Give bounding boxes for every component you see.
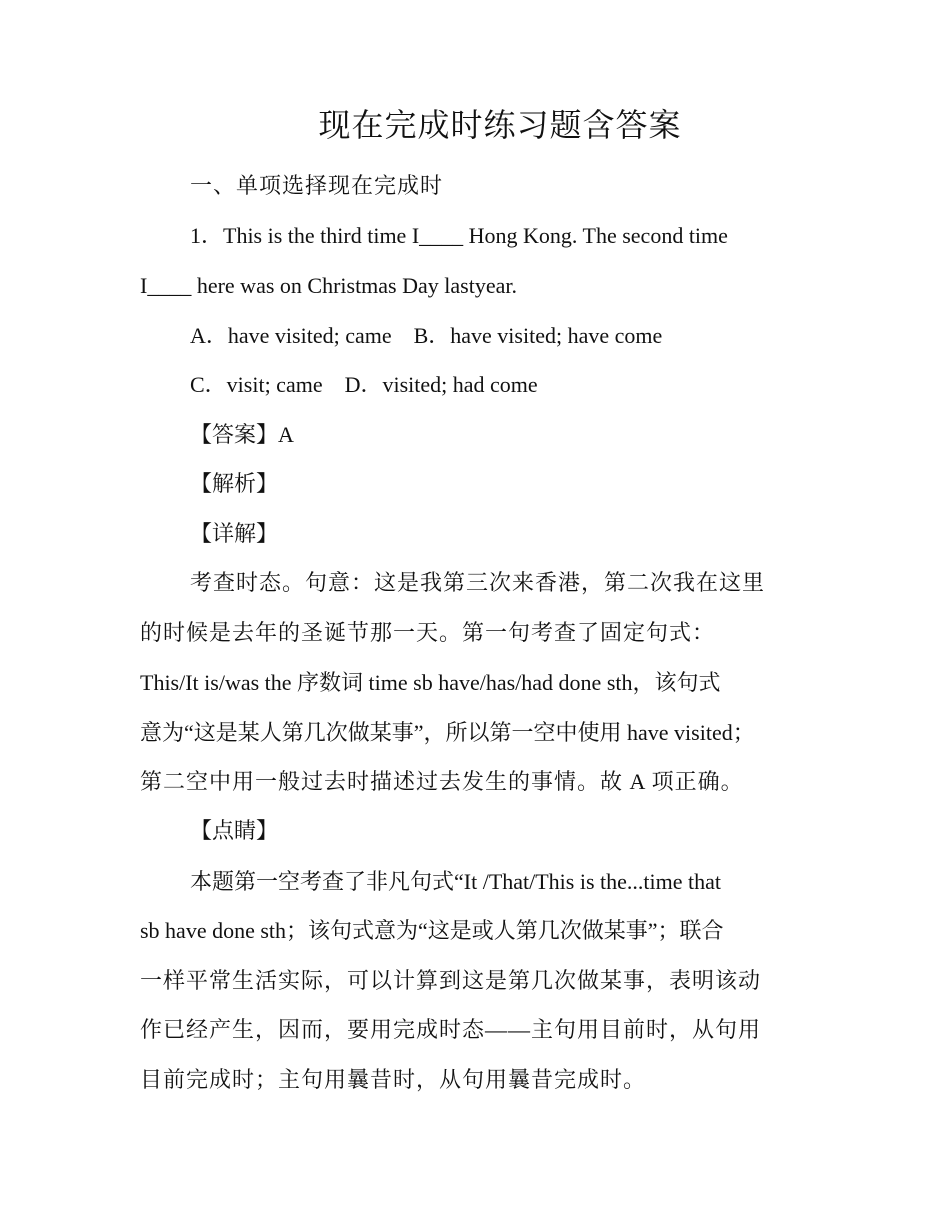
tip-line-2: sb have done sth；该句式意为“这是或人第几次做某事”；联合 (140, 918, 724, 943)
analysis-label: 【解析】 (190, 471, 279, 496)
explanation-line-2: 的时候是去年的圣诞节那一天。第一句考查了固定句式： (140, 620, 716, 645)
tip-line-1: 本题第一空考查了非凡句式“It /That/This is the...time that (190, 869, 721, 894)
answer-label: 【答案】A (190, 422, 294, 447)
options-cd: C．visit; came D．visited; had come (190, 372, 538, 397)
question-1-line-2: I____ here was on Christmas Day lastyear. (140, 273, 517, 298)
explanation-line-1: 考查时态。句意：这是我第三次来香港，第二次我在这里 (190, 570, 766, 595)
explanation-line-4: 意为“这是某人第几次做某事”，所以第一空中使用 have visited； (140, 720, 755, 745)
explanation-label: 【详解】 (190, 521, 279, 546)
tip-label: 【点睛】 (190, 818, 279, 843)
options-ab: A．have visited; came B．have visited; have come (190, 323, 663, 348)
tip-line-3: 一样平常生活实际，可以计算到这是第几次做某事，表明该动 (140, 968, 762, 993)
explanation-line-5: 第二空中用一般过去时描述过去发生的事情。故 A 项正确。 (140, 769, 744, 794)
explanation-line-3: This/It is/was the 序数词 time sb have/has/had done sth，该句式 (140, 670, 721, 695)
document-title: 现在完成时练习题含答案 (318, 106, 682, 144)
tip-line-4: 作已经产生，因而，要用完成时态——主句用目前时，从句用 (140, 1017, 762, 1042)
section-heading: 一、单项选择现在完成时 (190, 173, 444, 198)
tip-line-5: 目前完成时；主句用曩昔时，从句用曩昔完成时。 (140, 1067, 647, 1092)
question-1-line-1: 1．This is the third time I____ Hong Kong. The second time (190, 223, 728, 248)
